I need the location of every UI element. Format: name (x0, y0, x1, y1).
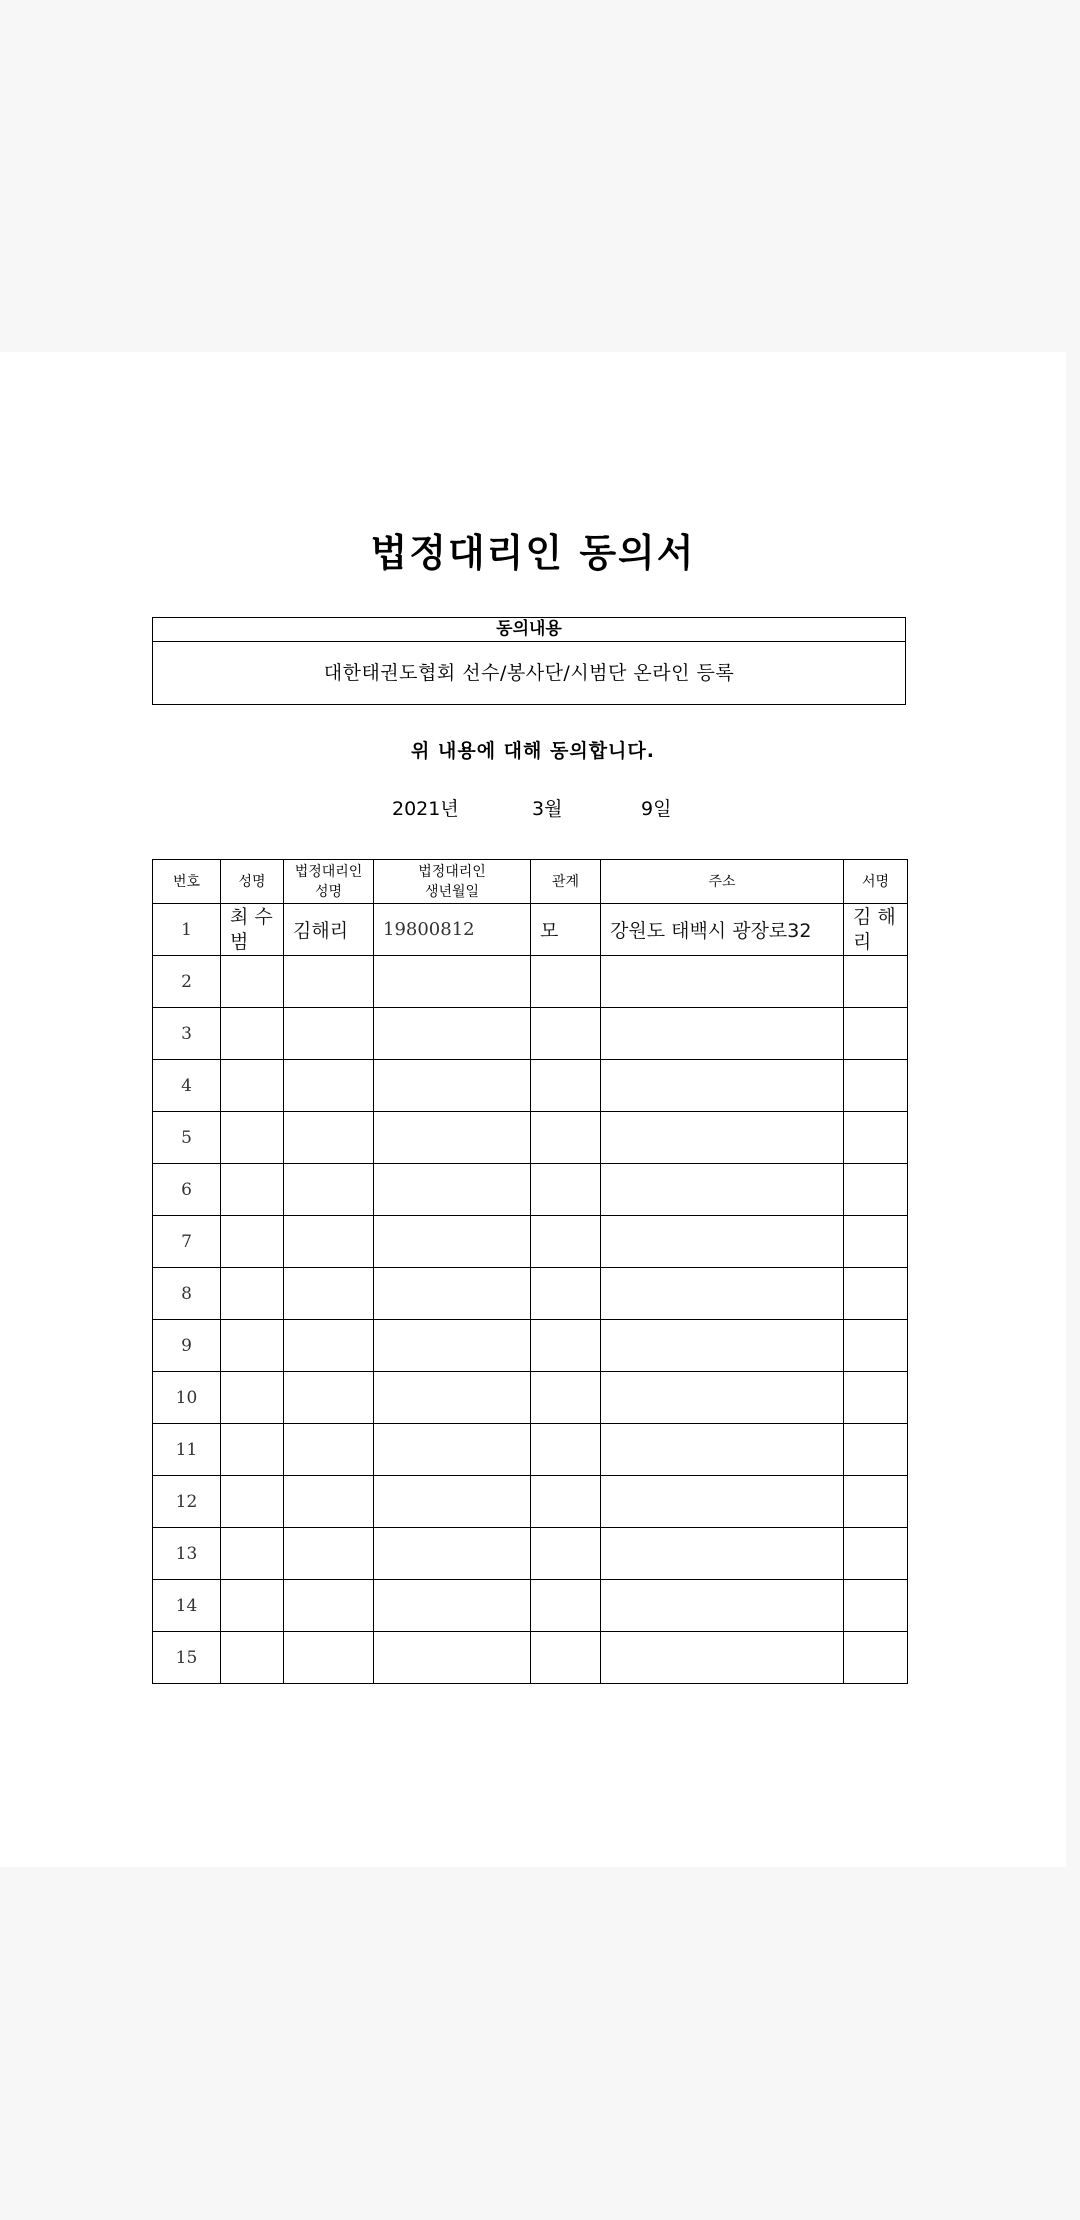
row-guardian-name-cell (284, 1112, 374, 1164)
row-number-cell: 12 (153, 1476, 221, 1528)
row-guardian-birth-cell (374, 1164, 531, 1216)
row-relation-cell (531, 1268, 601, 1320)
document-page (0, 352, 1066, 1867)
row-guardian-birth-cell (374, 956, 531, 1008)
row-guardian-birth-cell (374, 1268, 531, 1320)
row-signature-cell (844, 1268, 908, 1320)
row-name-cell (221, 956, 284, 1008)
consent-box (152, 617, 906, 705)
row-guardian-birth-cell (374, 1008, 531, 1060)
row-address-cell: 강원도 태백시 광장로32 (601, 904, 844, 956)
row-name-cell (221, 1060, 284, 1112)
row-relation-cell (531, 1424, 601, 1476)
header-address: 주소 (601, 860, 844, 904)
row-guardian-name-cell (284, 1216, 374, 1268)
consent-body: 대한태권도협회 선수/봉사단/시범단 온라인 등록 (323, 662, 735, 684)
row-relation-cell (531, 1060, 601, 1112)
row-guardian-name-cell (284, 1164, 374, 1216)
row-guardian-birth-cell (374, 1112, 531, 1164)
guardian-table (152, 859, 908, 1684)
row-guardian-name-cell (284, 1060, 374, 1112)
table-row (153, 1528, 908, 1580)
row-signature-cell (844, 1112, 908, 1164)
row-name-cell (221, 1112, 284, 1164)
table-row (153, 1476, 908, 1528)
row-number-cell: 11 (153, 1424, 221, 1476)
row-signature-cell (844, 1008, 908, 1060)
row-relation-cell (531, 1008, 601, 1060)
row-address-cell (601, 1476, 844, 1528)
agree-statement: 위 내용에 대해 동의합니다. (411, 740, 655, 762)
row-signature-cell (844, 1424, 908, 1476)
row-relation-cell (531, 1320, 601, 1372)
header-number: 번호 (153, 860, 221, 904)
row-guardian-birth-cell: 19800812 (374, 904, 531, 956)
row-address-cell (601, 1320, 844, 1372)
table-row (153, 1632, 908, 1684)
row-number-cell: 8 (153, 1268, 221, 1320)
row-name-cell (221, 1216, 284, 1268)
row-address-cell (601, 1216, 844, 1268)
table-row (153, 1164, 908, 1216)
header-guardian-name (284, 860, 374, 904)
row-signature-cell (844, 1164, 908, 1216)
row-number-cell: 9 (153, 1320, 221, 1372)
document-title: 법정대리인 동의서 (370, 531, 696, 575)
row-signature-cell (844, 1528, 908, 1580)
row-signature-cell (844, 1632, 908, 1684)
row-address-cell (601, 1008, 844, 1060)
row-address-cell (601, 1528, 844, 1580)
table-row (153, 1060, 908, 1112)
row-relation-cell (531, 1372, 601, 1424)
row-address-cell (601, 1268, 844, 1320)
row-relation-cell (531, 1216, 601, 1268)
row-number-cell: 4 (153, 1060, 221, 1112)
header-guardian-birth-line2: 생년월일 (424, 883, 480, 900)
row-guardian-name-cell (284, 1372, 374, 1424)
header-name: 성명 (221, 860, 284, 904)
row-number-cell: 13 (153, 1528, 221, 1580)
header-guardian-name-line1: 법정대리인 (294, 863, 363, 880)
table-row (153, 1268, 908, 1320)
row-address-cell (601, 1424, 844, 1476)
row-relation-cell (531, 1528, 601, 1580)
row-address-cell (601, 1580, 844, 1632)
header-guardian-birth-line1: 법정대리인 (418, 863, 486, 880)
table-row (153, 1216, 908, 1268)
consent-header: 동의내용 (153, 618, 905, 642)
row-signature-cell: 김해리 (844, 904, 908, 956)
row-signature-cell (844, 1476, 908, 1528)
header-relation: 관계 (531, 860, 601, 904)
table-row (153, 1580, 908, 1632)
row-number-cell: 14 (153, 1580, 221, 1632)
row-address-cell (601, 1112, 844, 1164)
row-signature-cell (844, 1580, 908, 1632)
row-guardian-birth-cell (374, 1632, 531, 1684)
header-guardian-birth (374, 860, 531, 904)
row-relation-cell (531, 1164, 601, 1216)
row-address-cell (601, 1372, 844, 1424)
table-row (153, 1112, 908, 1164)
row-guardian-birth-cell (374, 1528, 531, 1580)
row-guardian-birth-cell (374, 1372, 531, 1424)
row-relation-cell (531, 1632, 601, 1684)
row-address-cell (601, 1632, 844, 1684)
table-body (153, 904, 908, 1684)
table-row (153, 1320, 908, 1372)
row-signature-cell (844, 1216, 908, 1268)
row-guardian-name-cell (284, 1632, 374, 1684)
row-guardian-birth-cell (374, 1580, 531, 1632)
row-guardian-name-cell (284, 956, 374, 1008)
row-signature-cell (844, 956, 908, 1008)
table-row (153, 1008, 908, 1060)
row-name-cell (221, 1632, 284, 1684)
row-guardian-birth-cell (374, 1476, 531, 1528)
row-signature-cell (844, 1060, 908, 1112)
row-signature-cell (844, 1372, 908, 1424)
table-row (153, 1424, 908, 1476)
row-name-cell (221, 1320, 284, 1372)
row-name-cell (221, 1372, 284, 1424)
row-guardian-name-cell (284, 1476, 374, 1528)
row-name-cell (221, 1268, 284, 1320)
row-guardian-name-cell: 김해리 (284, 904, 374, 956)
row-relation-cell (531, 1476, 601, 1528)
row-relation-cell (531, 1112, 601, 1164)
row-number-cell: 5 (153, 1112, 221, 1164)
row-number-cell: 1 (153, 904, 221, 956)
row-number-cell: 15 (153, 1632, 221, 1684)
date-day: 9일 (641, 798, 672, 820)
row-name-cell (221, 1008, 284, 1060)
row-guardian-birth-cell (374, 1424, 531, 1476)
row-address-cell (601, 956, 844, 1008)
date-month: 3월 (532, 798, 563, 820)
row-number-cell: 3 (153, 1008, 221, 1060)
row-number-cell: 10 (153, 1372, 221, 1424)
row-name-cell (221, 1528, 284, 1580)
date-year: 2021년 (392, 798, 459, 820)
row-name-cell: 최수범 (221, 904, 284, 956)
row-name-cell (221, 1164, 284, 1216)
row-address-cell (601, 1060, 844, 1112)
row-relation-cell: 모 (531, 904, 601, 956)
table-row (153, 904, 908, 956)
row-guardian-name-cell (284, 1424, 374, 1476)
row-number-cell: 2 (153, 956, 221, 1008)
table-header-row (153, 860, 908, 904)
row-relation-cell (531, 956, 601, 1008)
row-signature-cell (844, 1320, 908, 1372)
row-guardian-name-cell (284, 1528, 374, 1580)
table-row (153, 956, 908, 1008)
row-guardian-birth-cell (374, 1216, 531, 1268)
table-row (153, 1372, 908, 1424)
row-guardian-name-cell (284, 1580, 374, 1632)
row-name-cell (221, 1580, 284, 1632)
row-guardian-name-cell (284, 1320, 374, 1372)
row-name-cell (221, 1476, 284, 1528)
row-guardian-birth-cell (374, 1060, 531, 1112)
row-guardian-name-cell (284, 1268, 374, 1320)
row-guardian-birth-cell (374, 1320, 531, 1372)
row-guardian-name-cell (284, 1008, 374, 1060)
header-guardian-name-line2: 성명 (314, 883, 343, 900)
row-number-cell: 6 (153, 1164, 221, 1216)
row-address-cell (601, 1164, 844, 1216)
header-signature: 서명 (844, 860, 908, 904)
row-name-cell (221, 1424, 284, 1476)
row-number-cell: 7 (153, 1216, 221, 1268)
row-relation-cell (531, 1580, 601, 1632)
